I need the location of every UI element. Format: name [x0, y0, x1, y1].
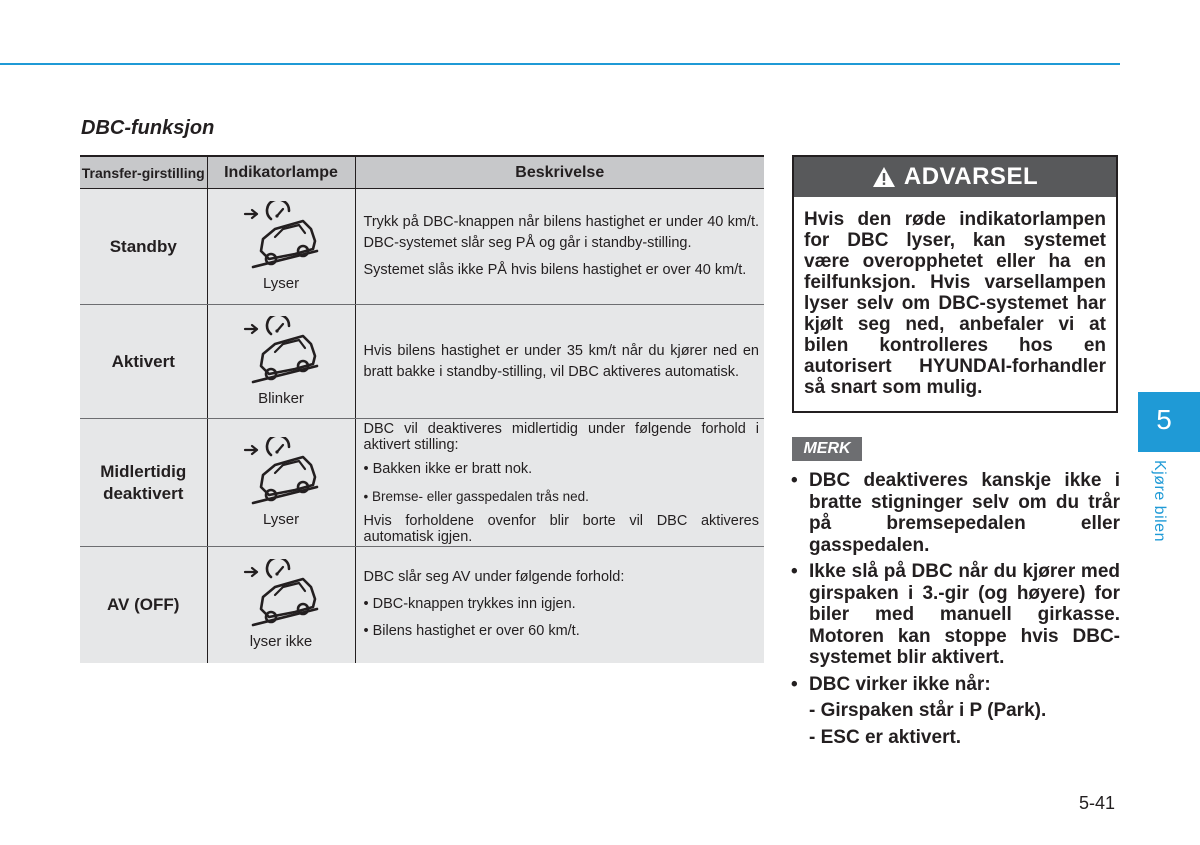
list-item [791, 470, 1120, 556]
warning-header [794, 157, 1116, 197]
dbc-indicator-icon [243, 316, 319, 386]
indicator-label: Lyser [262, 275, 300, 292]
note-text: DBC virker ikke når: [809, 673, 991, 695]
table-row [80, 419, 764, 547]
note-list [791, 470, 1120, 753]
table-row [80, 305, 764, 419]
table-row [80, 547, 764, 663]
note-badge: MERK [792, 437, 862, 461]
chapter-number: 5 [1156, 404, 1172, 435]
state-cell: AV (OFF) [80, 547, 207, 663]
list-item [791, 561, 1120, 669]
chapter-title: Kjøre bilen [1151, 460, 1168, 542]
indicator-label: lyser ikke [249, 633, 313, 651]
warning-box [792, 155, 1118, 413]
warning-title: ADVARSEL [903, 163, 1039, 190]
section-title: DBC-funksjon [81, 117, 215, 139]
sub-list-item: - ESC er aktivert. [809, 726, 962, 748]
description-bullet: • Bakken ikke er bratt nok. [363, 460, 533, 477]
sub-list-item: - Girspaken står i P (Park). [809, 700, 1047, 721]
description-text: DBC vil deaktiveres midlertidig under følgende forhold i aktivert stilling: [363, 420, 759, 453]
bullet: • [791, 673, 798, 695]
description-text: Hvis bilens hastighet er under 35 km/t når du kjører ned en bratt bakke i standby-stilling, vil DBC aktiveres automatisk. [363, 342, 759, 380]
description-bullet: • DBC-knappen trykkes inn igjen. [363, 596, 576, 613]
indicator-label: Lyser [262, 511, 300, 528]
top-rule [0, 63, 1120, 65]
state-cell: Midlertidig deaktivert [80, 419, 207, 547]
description-cell [355, 419, 764, 547]
dbc-table [80, 155, 764, 663]
note-text: DBC deaktiveres kanskje ikke i bratte stigninger selv om du trår på bremsepedalen eller gasspedalen. [809, 470, 1120, 556]
dbc-indicator-icon [243, 559, 319, 629]
description-cell [355, 305, 764, 419]
table-row [80, 189, 764, 305]
description-bullet: • Bilens hastighet er over 60 km/t. [363, 623, 580, 640]
indicator-cell [207, 305, 355, 419]
indicator-cell [207, 419, 355, 547]
state-cell: Aktivert [80, 305, 207, 419]
description-text: Trykk på DBC-knappen når bilens hastighet er under 40 km/t. DBC-systemet slår seg PÅ og går i standby-stilling. [363, 214, 759, 251]
header-indicator: Indikatorlampe [207, 156, 355, 189]
warning-triangle-icon [872, 166, 896, 188]
warning-text: Hvis den røde indikatorlampen for DBC lyser, kan systemet være overopphetet eller ha en feilfunksjon. Hvis varsellampen lyser selv om DBC-systemet har kjølt seg ned, anbefaler vi at bilen kontrolleres hos en autorisert HYUNDAI-forhandler så snart som mulig. [804, 209, 1106, 398]
list-item [791, 674, 1120, 749]
page-number: 5-41 [1079, 793, 1116, 813]
description-cell [355, 189, 764, 305]
indicator-label: Blinker [258, 390, 304, 407]
header-description: Beskrivelse [355, 156, 764, 189]
indicator-cell [207, 189, 355, 305]
bullet: • [791, 561, 798, 582]
indicator-cell [207, 547, 355, 663]
chapter-tab [1138, 392, 1200, 452]
description-text: Hvis forholdene ovenfor blir borte vil DBC aktiveres automatisk igjen. [363, 512, 759, 545]
state-cell: Standby [80, 189, 207, 305]
note-text: Ikke slå på DBC når du kjører med girspaken i 3.-gir (og høyere) for biler med manuell girkasse. Motoren kan stoppe hvis DBC-systemet blir aktivert. [809, 561, 1120, 668]
header-gear-position: Transfer-girstilling [80, 156, 207, 189]
description-bullet: • Bremse- eller gasspedalen trås ned. [363, 488, 589, 504]
description-cell [355, 547, 764, 663]
dbc-indicator-icon [243, 201, 319, 271]
description-text: Systemet slås ikke PÅ hvis bilens hastighet er over 40 km/t. [363, 262, 747, 278]
bullet: • [791, 470, 798, 491]
table-header-row [80, 156, 764, 189]
dbc-indicator-icon [243, 437, 319, 507]
description-text: DBC slår seg AV under følgende forhold: [363, 569, 625, 586]
